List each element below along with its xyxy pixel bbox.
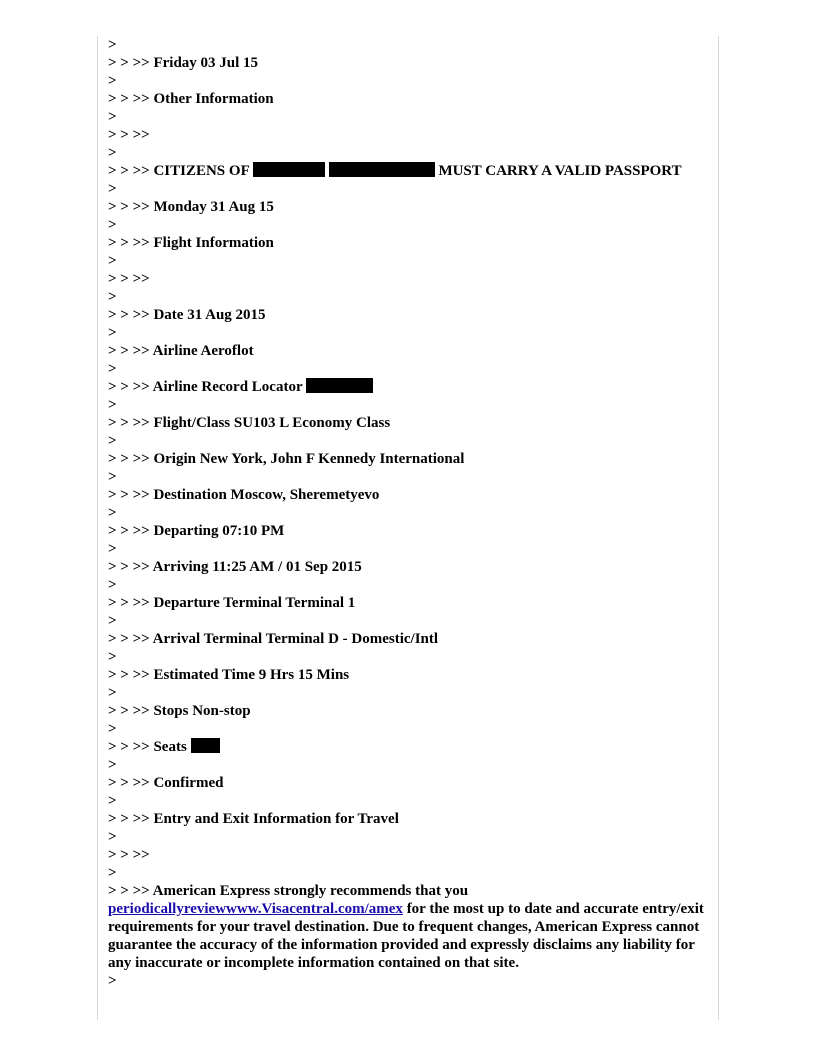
empty-quoted-line: > > >> [108,271,150,287]
advisory-paragraph: > > >> American Express strongly recommends that you periodicallyreviewwww.Visacentral.com/amex for the most up to date and accurate entry/exit requirements for your travel destination. Due to frequent changes, American Express cannot guarantee the accuracy of the information provided and expressly disclaims any liability for any inaccurate or incomplete information contained on that site. [108,883,704,971]
advisory-intro: American Express strongly recommends that you [152,883,469,899]
origin-line: > > >> Origin New York, John F Kennedy International [108,451,465,467]
advisory-body: for the most up to date and accurate entry/exit requirements for your travel destination. Due to frequent changes, American Express cannot guarantee the accuracy of the information provided and expressly disclaims any liability for any inaccurate or incomplete information contained on that site. [108,901,704,971]
departure-terminal-line: > > >> Departure Terminal Terminal 1 [108,595,356,611]
estimated-time-line: > > >> Estimated Time 9 Hrs 15 Mins [108,667,350,683]
quote-marker-line: > [108,181,117,197]
empty-quoted-line: > > >> [108,847,150,863]
redaction-block [306,378,373,393]
date-line: > > >> Monday 31 Aug 15 [108,199,274,215]
departing-line: > > >> Departing 07:10 PM [108,523,285,539]
quote-marker-line: > [108,361,117,377]
redaction-block [191,738,220,753]
flight-date-line: > > >> Date 31 Aug 2015 [108,307,266,323]
quote-marker-line: > [108,397,117,413]
date-text: Monday 31 Aug 15 [153,199,274,215]
stops-line: > > >> Stops Non-stop [108,703,251,719]
quote-marker-line: > [108,865,117,881]
visacentral-link[interactable]: periodicallyreviewwww.Visacentral.com/amex [108,901,403,917]
arriving-line: > > >> Arriving 11:25 AM / 01 Sep 2015 [108,559,362,575]
other-information-heading: > > >> Other Information [108,91,274,107]
quote-marker-line: > [108,505,117,521]
quote-marker-line: > [108,541,117,557]
quote-marker-line: > [108,649,117,665]
citizens-passport-line: > > >> CITIZENS OF MUST CARRY A VALID PASSPORT [108,163,682,179]
airline-line: > > >> Airline Aeroflot [108,343,254,359]
date-text: Friday 03 Jul 15 [153,55,259,71]
quote-marker-line: > [108,109,117,125]
quote-marker-line: > [108,433,117,449]
quote-marker-line: > [108,73,117,89]
entry-exit-heading: > > >> Entry and Exit Information for Travel [108,811,399,827]
quote-marker-line: > [108,289,117,305]
quote-marker-line: > [108,757,117,773]
page-border-right [718,36,719,1020]
quote-marker-line: > [108,217,117,233]
arrival-terminal-line: > > >> Arrival Terminal Terminal D - Domestic/Intl [108,631,439,647]
quote-marker-line: > [108,37,117,53]
quote-marker-line: > [108,685,117,701]
flight-information-heading: > > >> Flight Information [108,235,274,251]
quote-marker-line: > [108,793,117,809]
quote-marker-line: > [108,469,117,485]
email-body [108,36,714,990]
quote-marker-line: > [108,325,117,341]
destination-line: > > >> Destination Moscow, Sheremetyevo [108,487,380,503]
quote-marker-line: > [108,829,117,845]
quote-marker-line: > [108,973,117,989]
record-locator-line: > > >> Airline Record Locator [108,378,714,396]
empty-quoted-line: > > >> [108,127,150,143]
redaction-block [329,162,435,177]
seats-line: > > >> Seats [108,738,714,756]
quote-marker-line: > [108,145,117,161]
flight-class-line: > > >> Flight/Class SU103 L Economy Class [108,415,391,431]
redaction-block [253,162,325,177]
quote-marker-line: > [108,721,117,737]
quote-marker-line: > [108,613,117,629]
confirmed-line: > > >> Confirmed [108,775,224,791]
quote-marker-line: > [108,253,117,269]
quote-marker-line: > [108,577,117,593]
page-border-left [97,36,98,1020]
date-line: > > >> Friday 03 Jul 15 [108,55,259,71]
